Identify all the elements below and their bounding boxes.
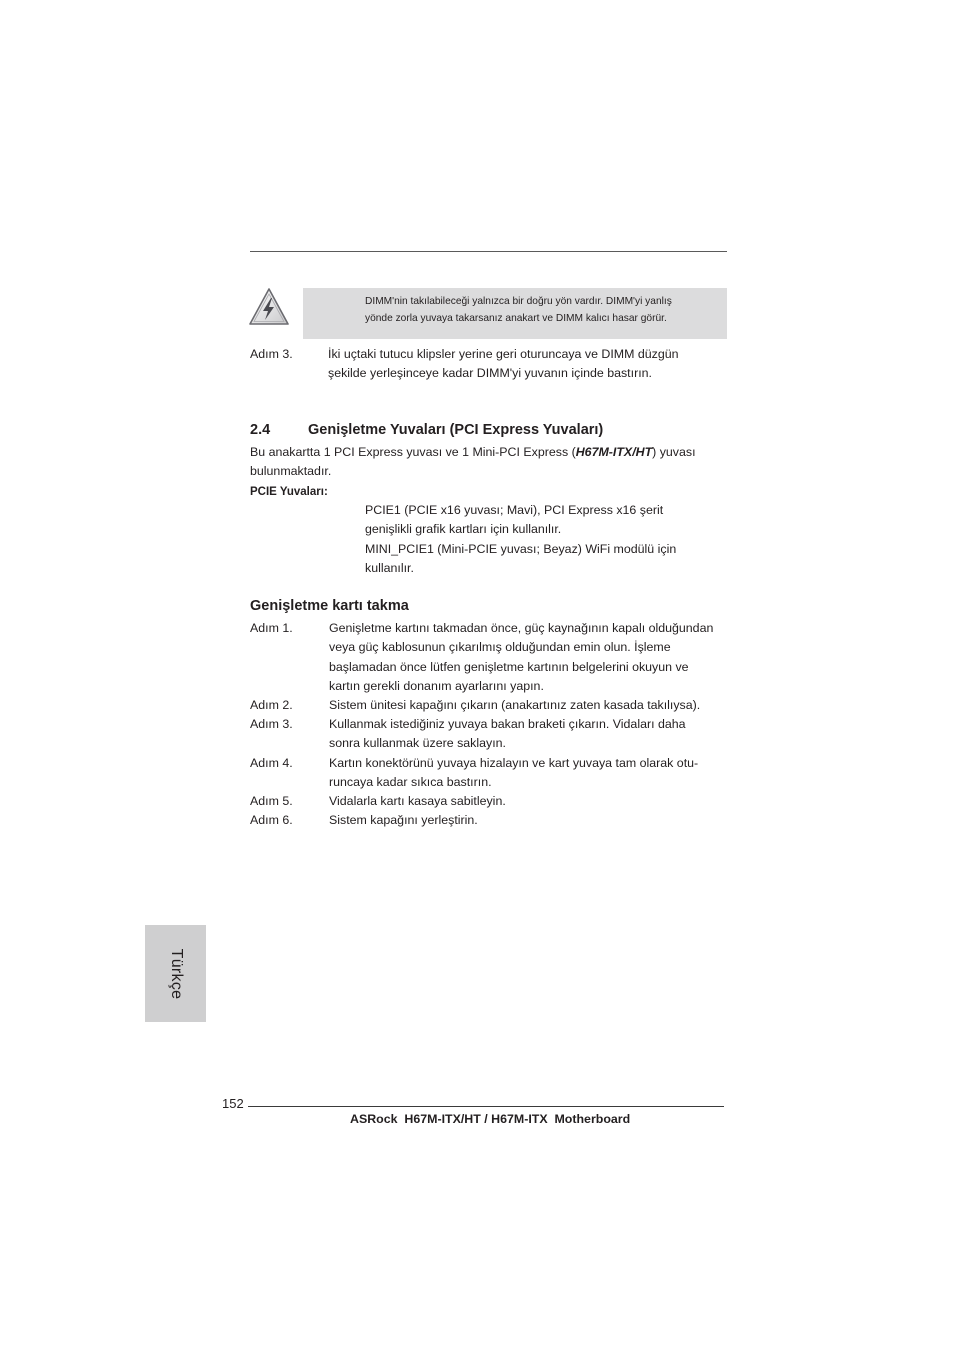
intro-line: bulunmaktadır. xyxy=(250,464,332,479)
model-name: H67M-ITX/HT xyxy=(575,445,653,459)
intro-text: ) yuvası xyxy=(652,445,696,459)
step-line: sonra kullanmak üzere saklayın. xyxy=(329,736,506,751)
top-divider xyxy=(250,251,727,252)
footer-divider xyxy=(248,1106,724,1107)
step-text xyxy=(329,754,729,793)
step-line: başlamadan önce lütfen genişletme kartının belgelerini okuyun ve xyxy=(329,659,689,674)
step-line: şekilde yerleşinceye kadar DIMM'yi yuvanın içinde bastırın. xyxy=(328,366,652,381)
step-text xyxy=(329,619,729,697)
step-text xyxy=(329,811,729,830)
footer-title: ASRock H67M-ITX/HT / H67M-ITX Motherboard xyxy=(350,1112,631,1126)
section-title: Genişletme Yuvaları (PCI Express Yuvaları) xyxy=(308,422,604,438)
pcie-description xyxy=(365,501,725,579)
page-number: 152 xyxy=(222,1096,244,1111)
language-side-tab xyxy=(145,925,206,1022)
warning-line: yönde zorla yuvaya takarsanız anakart ve DIMM kalıcı hasar görür. xyxy=(365,312,667,324)
step-line: kartın gerekli donanım ayarlarını yapın. xyxy=(329,679,544,694)
step-line: runcaya kadar sıkıca bastırın. xyxy=(329,775,492,790)
step-line: Kartın konektörünü yuvaya hizalayın ve kart yuvaya tam olarak otu- xyxy=(329,756,699,770)
step-line: Kullanmak istediğiniz yuvaya bakan braketi çıkarın. Vidaları daha xyxy=(329,717,686,731)
dimm-step-text xyxy=(328,345,728,384)
step-label: Adım 5. xyxy=(250,794,293,808)
warning-note-box xyxy=(303,288,727,339)
intro-line xyxy=(250,443,730,462)
step-label: Adım 4. xyxy=(250,756,293,770)
step-label: Adım 3. xyxy=(250,717,293,731)
pcie-line: genişlikli grafik kartları için kullanılır. xyxy=(365,522,562,537)
step-label: Adım 2. xyxy=(250,698,293,712)
pcie-label: PCIE Yuvaları: xyxy=(250,486,328,498)
warning-line: DIMM'nin takılabileceği yalnızca bir doğru yön vardır. DIMM'yi yanlış xyxy=(365,296,672,307)
section-number: 2.4 xyxy=(250,422,271,438)
step-text xyxy=(329,792,729,811)
step-line: veya güç kablosunun çıkarılmış olduğundan emin olun. İşleme xyxy=(329,640,671,655)
section-heading xyxy=(250,422,603,438)
step-text xyxy=(329,715,729,754)
intro-paragraph xyxy=(250,443,730,482)
step-label: Adım 1. xyxy=(250,621,293,635)
warning-lightning-triangle-icon xyxy=(249,288,289,326)
warning-text xyxy=(365,294,715,327)
step-label: Adım 6. xyxy=(250,813,293,827)
step-line: İki uçtaki tutucu klipsler yerine geri oturuncaya ve DIMM düzgün xyxy=(328,347,679,361)
intro-text: Bu anakartta 1 PCI Express yuvası ve 1 Mini-PCI Express ( xyxy=(250,445,576,459)
step-line: Sistem kapağını yerleştirin. xyxy=(329,813,478,827)
install-heading: Genişletme kartı takma xyxy=(250,598,409,614)
dimm-step-label: Adım 3. xyxy=(250,347,293,361)
step-line: Genişletme kartını takmadan önce, güç kaynağının kapalı olduğundan xyxy=(329,621,714,635)
step-text xyxy=(329,696,729,715)
language-tab-label: Türkçe xyxy=(167,948,185,999)
pcie-line: PCIE1 (PCIE x16 yuvası; Mavi), PCI Express x16 şerit xyxy=(365,503,664,517)
step-line: Sistem ünitesi kapağını çıkarın (anakartınız zaten kasada takılıysa). xyxy=(329,698,701,712)
pcie-line: kullanılır. xyxy=(365,561,414,576)
pcie-line: MINI_PCIE1 (Mini-PCIE yuvası; Beyaz) WiFi modülü için xyxy=(365,541,677,556)
step-line: Vidalarla kartı kasaya sabitleyin. xyxy=(329,794,506,808)
